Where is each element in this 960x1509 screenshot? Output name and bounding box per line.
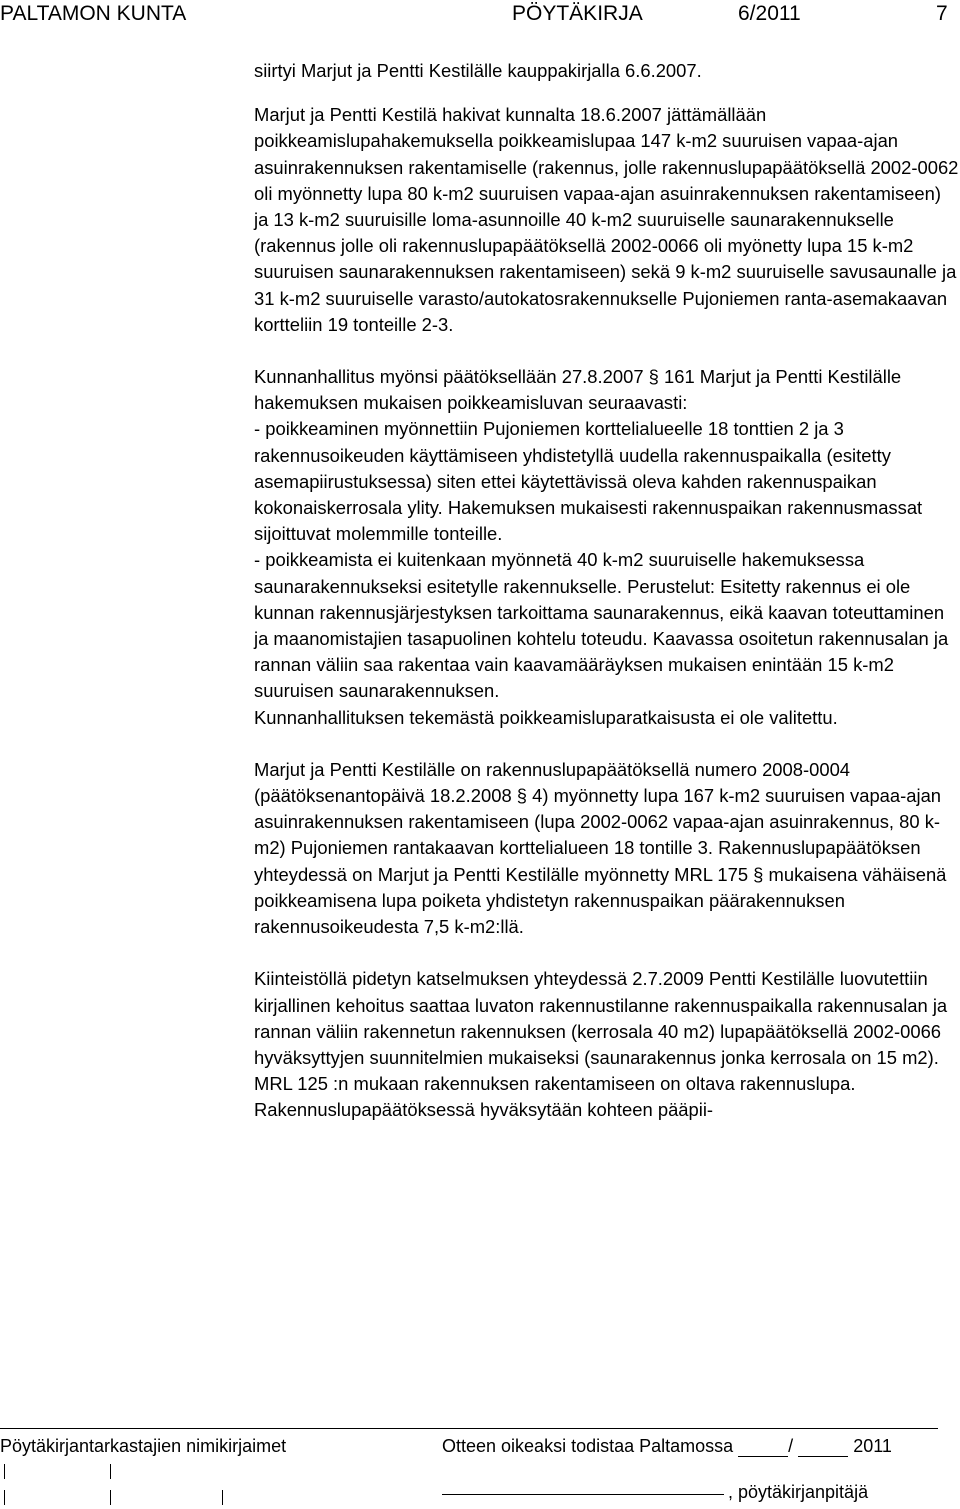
page-footer (0, 1428, 960, 1509)
paragraph: Kiinteistöllä pidetyn katselmuksen yhteydessä 2.7.2009 Pentti Kestilälle luovutettiin kirjallinen kehoitus saattaa luvaton rakennustilanne rakennuspaikalla rakennusalan ja rannan väliin rakennetun rakennuksen (kerrosala 40 m2) lupapäätöksellä 2002-0066 hyväksyttyjen suunnitelmien mukaiseksi (saunarakennus jonka kerrosala on 15 m2). (254, 968, 948, 1068)
date-separator: / (788, 1436, 794, 1456)
paragraph: Marjut ja Pentti Kestilä hakivat kunnalta 18.6.2007 jättämällään poikkeamislupahakemuksella poikkeamislupaa 147 k-m2 suuruisen vapaa-ajan asuinrakennuksen rakentamiselle (rakennus, jolle rakennuslupapäätöksellä 2002-0062 oli myönnetty lupa 80 k-m2 suuruisen vapaa-ajan asuinrakennuksen rakentamiseen) ja 13 k-m2 suuruisille loma-asunnoille 40 k-m2 suuruiselle saunarakennukselle (rakennus jolle oli rakennuslupapäätöksellä 2002-0066 oli myönetty lupa 15 k-m2 suuruisen saunarakennuksen rakentamiseen) sekä 9 k-m2 suuruiselle savusaunalle ja 31 k-m2 suuruiselle varasto/autokatosrakennukselle Pujoniemen ranta-asemakaavan kortteliin 19 tonteille 2-3. (254, 104, 959, 335)
paragraph: Kunnanhallituksen tekemästä poikkeamisluparatkaisusta ei ole valitettu. (254, 706, 838, 728)
paragraph: siirtyi Marjut ja Pentti Kestilälle kauppakirjalla 6.6.2007. (254, 60, 702, 81)
minutes-body (254, 58, 960, 1124)
initial-mark (110, 1464, 111, 1479)
organization-name: PALTAMON KUNTA (0, 2, 187, 25)
initial-mark (4, 1490, 5, 1505)
paragraph: - poikkeaminen myönnettiin Pujoniemen korttelialueelle 18 tonttien 2 ja 3 rakennusoikeuden käyttämiseen yhdistetyllä uudella rakennuspaikalla (esitetty asemapiirustuksessa) siten ettei käytettävissä oleva kahden rakennuspaikan kokonaiskerrosala ylity. Hakemuksen mukaisesti rakennuspaikan rakennusmassat sijoittuvat molemmille tonteille. (254, 418, 923, 545)
signature-label: , pöytäkirjanpitäjä (728, 1482, 869, 1502)
document-type: PÖYTÄKIRJA (512, 2, 643, 25)
paragraph: MRL 125 :n mukaan rakennuksen rakentamiseen on oltava rakennuslupa. Rakennuslupapäätöksessä hyväksytään kohteen pääpii- (254, 1073, 856, 1121)
paragraph: Kunnanhallitus myönsi päätöksellään 27.8.2007 § 161 Marjut ja Pentti Kestilälle hakemuksen mukaisen poikkeamisluvan seuraavasti: (254, 366, 902, 414)
footer-divider (0, 1428, 938, 1429)
signature-line (442, 1494, 724, 1495)
certification-year: 2011 (853, 1436, 892, 1456)
page-number: 7 (936, 2, 948, 25)
certification-text (442, 1436, 892, 1457)
initial-mark (110, 1490, 111, 1505)
page-header (0, 0, 960, 30)
initial-mark (4, 1464, 5, 1479)
initial-mark (222, 1490, 223, 1505)
month-blank (798, 1438, 848, 1457)
initials-label: Pöytäkirjantarkastajien nimikirjaimet (0, 1436, 287, 1456)
day-blank (738, 1438, 788, 1457)
paragraph: Marjut ja Pentti Kestilälle on rakennuslupapäätöksellä numero 2008-0004 (päätöksenantopäivä 18.2.2008 § 4) myönnetty lupa 167 k-m2 suuruisen vapaa-ajan asuinrakennuksen rakentamiseen (lupa 2002-0062 vapaa-ajan asuinrakennus, 80 k-m2) Pujoniemen rantakaavan korttelialueen 18 tontille 3. Rakennuslupapäätöksen yhteydessä on Marjut ja Pentti Kestilälle myönnetty MRL 175 § mukaisena vähäisenä poikkeamisena lupa poiketa yhdistetyn rakennuspaikan päärakennuksen rakennusoikeudesta 7,5 k-m2:llä. (254, 758, 947, 938)
paragraph: - poikkeamista ei kuitenkaan myönnetä 40 k-m2 suuruiselle hakemuksessa saunarakennukseksi esitetylle rakennukselle. Perustelut: Esitetty rakennus ei ole kunnan rakennusjärjestyksen tarkoittama saunarakennus, eikä kaavan toteuttaminen ja maanomistajien tasapuolinen kohtelu toteudu. Kaavassa osoitetun rakennusalan ja rannan väliin saa rakentaa vain kaavamääräyksen mukaisen enintään 15 k-m2 suuruisen saunarakennuksen. (254, 549, 949, 702)
certification-prefix: Otteen oikeaksi todistaa Paltamossa (442, 1436, 734, 1456)
document-number: 6/2011 (738, 2, 801, 25)
